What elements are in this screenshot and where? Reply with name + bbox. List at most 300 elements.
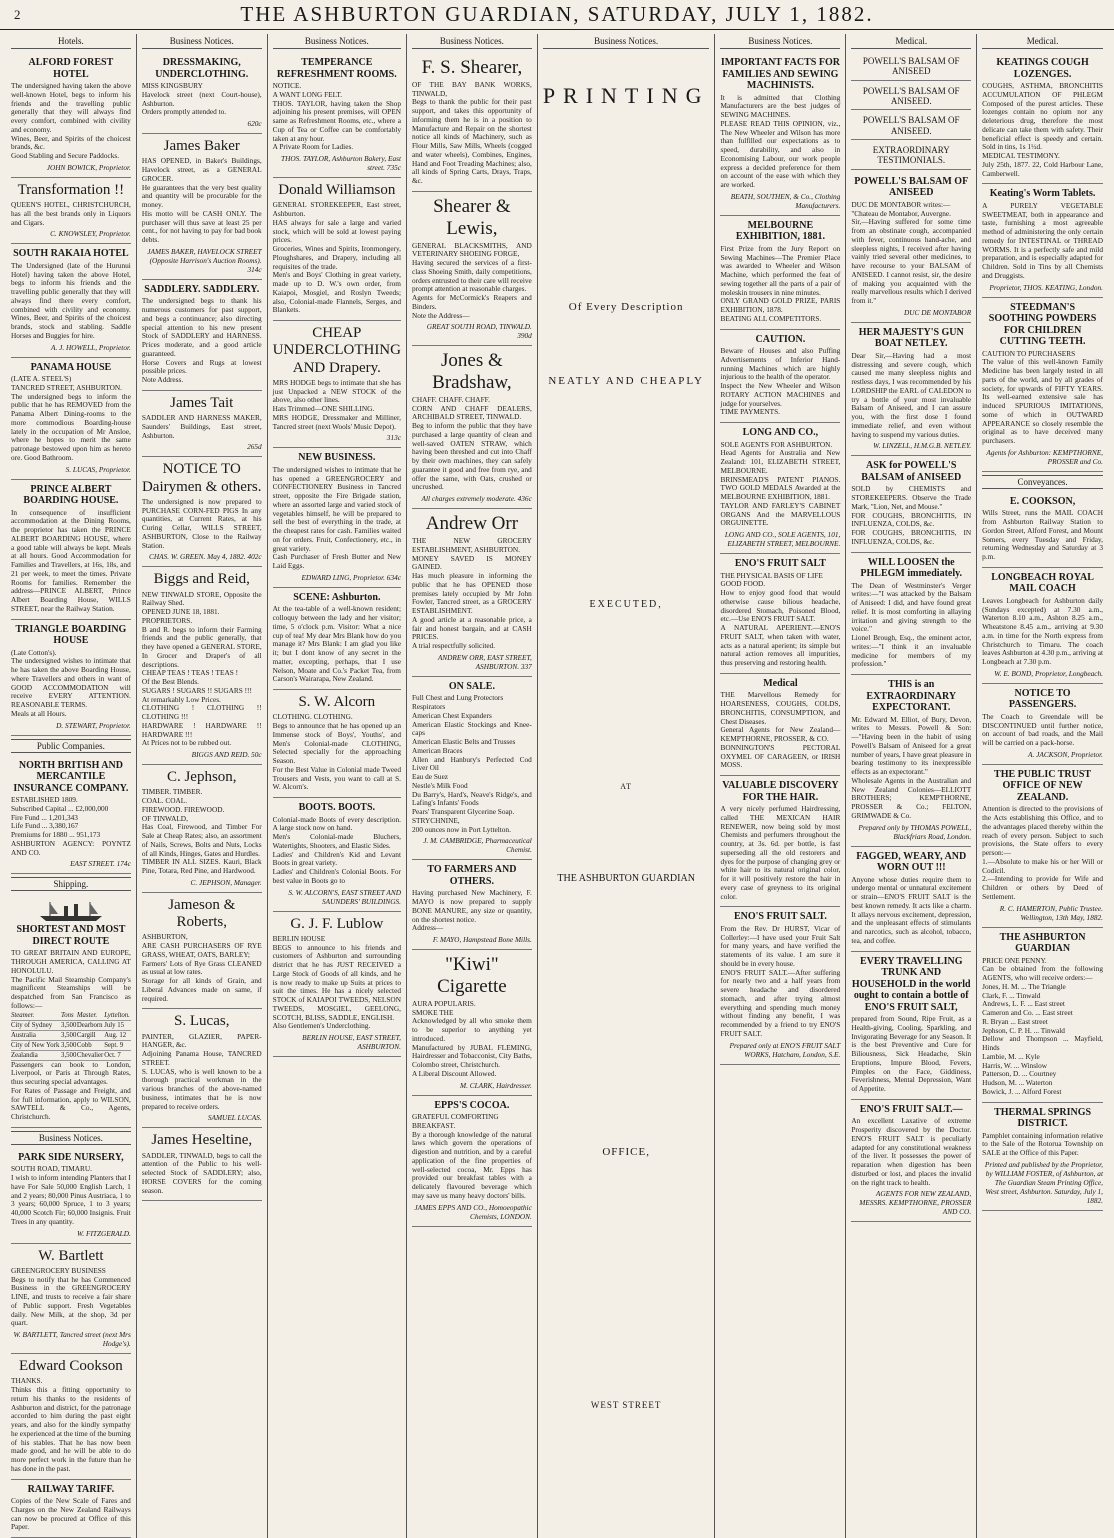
advertisement — [142, 280, 262, 391]
page-number-left: 2 — [14, 7, 54, 23]
table-row — [11, 1050, 131, 1060]
ad-title: PARK SIDE NURSERY, — [11, 1152, 131, 1164]
table-cell: 3,500 — [61, 1050, 77, 1060]
advertisement — [11, 244, 131, 357]
table-header: Tons — [61, 1011, 77, 1021]
ad-body: Copies of the New Scale of Fares and Charges on the New Zealand Railways can now be procured at Office of this Paper. — [11, 1497, 131, 1532]
advertisement — [720, 554, 840, 674]
table-cell: 3,500 — [61, 1040, 77, 1050]
ad-body: Passengers can book to London, Liverpool, or Paris at Through Rates, thus securing special advantages. For Rates of Passage and Freight, and for full information, apply to WILSON, SAWTELL & Co., Agents, Christchurch. — [11, 1061, 131, 1122]
table-cell: Oct. 7 — [104, 1050, 131, 1060]
section-heading: Shipping. — [11, 877, 131, 891]
advertisement — [412, 1096, 532, 1227]
advertisement — [142, 1009, 262, 1128]
ad-body: GREENGROCERY BUSINESS Begs to notify that he has Commenced Business in the GREENGROCERY LINE, and trusts to receive a fair share of Public support. Fresh Vegetables daily. New Milk, at the shop, 3d per quart. — [11, 1267, 131, 1328]
advertisement — [273, 798, 401, 912]
ad-body: Attention is directed to the provisions of the Acts establishing this Office, and to the advantages placed thereby within the reach of every person. Subject to such provisions, the State offers to every person:— 1.—Absolute to make his or her Will or Codicil. 2.—Intending to provide for Wife and Children or others by Deed of Settlement. — [982, 805, 1103, 901]
advertisement — [412, 677, 532, 861]
ad-signature: BEATH, SOUTHEN, & Co., Clothing Manufacturers. — [720, 192, 840, 210]
railway-ad — [11, 1480, 131, 1538]
ad-list — [720, 53, 840, 1538]
ad-signature: Prepared only at ENO'S FRUIT SALT WORKS, Hatcham, London, S.E. — [720, 1041, 840, 1059]
ad-body: OF THE BAY BANK WORKS, TINWALD, Begs to thank the public for their past support, and takes this opportunity of informing them he is in a position to Manufacture and Repair on the shortest notice all kinds of Machinery, such as Flour Mills, Saw Mills, Wheels (cogged and water wheels), Combines, Engines, Hand and Foot Treading Machines; also, all kinds of Spring Carts, Drays, Traps, &c. — [412, 81, 532, 186]
advertisement — [851, 847, 971, 952]
ad-body: From the Rev. Dr HURST, Vicar of Collerley:—I have used your Fruit Salt for many years, and have verified the statements of its value. I am sure it should be in every house. ENO'S FRUIT SALT.—After suffering for nearly two and a half years from severe headache and disordered stomach, and after trying almost everything and spending much money without finding any benefit, I was recommended by a friend to try ENO'S FRUIT SALT. — [720, 925, 840, 1039]
ad-signature: LONG AND CO., SOLE AGENTS, 101, ELIZABETH STREET, MELBOURNE. — [720, 530, 840, 548]
table-cell: Cobb — [77, 1040, 104, 1050]
ad-body: GRATEFUL COMFORTING BREAKFAST. By a thorough knowledge of the natural laws which govern the operations of digestion and nutrition, and by a careful application of the fine properties of well-selected cocoa, Mr. Epps has provided our breakfast tables with a delicately flavoured beverage which may save us many heavy doctors' bills. — [412, 1113, 532, 1201]
ad-signature: S. LUCAS, Proprietor. — [11, 465, 131, 474]
ad-body: THE PHYSICAL BASIS OF LIFE GOOD FOOD. How to enjoy good food that would otherwise cause bilious headache, disordered Stomach, Poisoned Blood, etc.—Use ENO'S FRUIT SALT. A NATURAL APERIENT.—ENO'S FRUIT SALT, when taken with water, acts as a natural aperient; its simple but natural action removes all impurities, thus preserving and restoring health. — [720, 572, 840, 668]
ad-title: ENO'S FRUIT SALT. — [720, 911, 840, 923]
advertisement — [142, 1128, 262, 1201]
table-cell: Dearborn — [77, 1020, 104, 1030]
ad-title: TEMPERANCE REFRESHMENT ROOMS. — [273, 57, 401, 80]
table-cell: 3,500 — [61, 1020, 77, 1030]
ad-title: Medical — [720, 678, 840, 690]
ad-signature: THOS. TAYLOR, Ashburton Bakery, East street. 735c — [273, 154, 401, 172]
ad-body: SOLD by CHEMISTS and STOREKEEPERS. Observe the Trade Mark, "Lion, Net, and Mouse." FOR COUGHS, BRONCHITIS, IN INFLUENZA, COLDS, &c. FOR COUGHS, BRONCHITIS, IN INFLUENZA, COLDS, &c. — [851, 485, 971, 546]
advertisement — [982, 765, 1103, 928]
balsam-banners — [851, 53, 971, 172]
ad-list — [982, 492, 1103, 1538]
ad-title: SOUTH RAKAIA HOTEL — [11, 248, 131, 260]
ad-title: CHEAP UNDERCLOTHING AND Drapery. — [273, 325, 401, 377]
ad-body: COUGHS, ASTHMA, BRONCHITIS ACCUMULATION OF PHLEGM Composed of the purest articles. These lozenges contain no opium nor any deleterious drug, therefore the most delicate can take them with safety. Their beneficial effect is speedy and certain. Sold in tins, 1s 1½d. MEDICAL TESTIMONY. July 25th, 1877. 22, Cold Harbour Lane, Camberwell. — [982, 82, 1103, 178]
ad-body: Colonial-made Boots of every description. A large stock now on hand. Men's Colonial-made Bluchers, Watertights, Shooters, and Elastic Sides. Ladies' and Children's Kid and Levant Boots in great variety. Ladies' and Children's Colonial Boots. For best value in Boots go to — [273, 816, 401, 886]
ad-title: SADDLERY. SADDLERY. — [142, 284, 262, 296]
ad-title: RAILWAY TARIFF. — [11, 1484, 131, 1496]
column-7 — [846, 34, 977, 1538]
ad-signature: AGENTS FOR NEW ZEALAND, MESSRS. KEMPTHORNE, PROSSER AND CO. — [851, 1189, 971, 1216]
ad-title: NOTICE TO Dairymen & others. — [142, 461, 262, 496]
ad-title: Jones & Bradshaw, — [412, 350, 532, 394]
ad-title: TO FARMERS AND OTHERS. — [412, 864, 532, 887]
ad-body: NOTICE. A WANT LONG FELT. THOS. TAYLOR, having taken the Shop adjoining his present premises, will OPEN same as Refreshment Rooms, etc., where a Cup of Tea or Coffee can be comfortably taken at any hour. A Private Room for Ladies. — [273, 82, 401, 152]
ad-body: Dear Sir,—Having had a most distressing and severe cough, which caused me many sleepless nights and restless days, I was recommended by his LORDSHIP the EARL of CALEDON to try a bottle of your most invaluable Balsam of Aniseed, and I can assure you, with the first dose I found immediate relief, and even without having to suspend my various duties. — [851, 352, 971, 440]
ad-body: The undersigned having taken the above well-known Hotel, begs to inform his friends and the travelling public generally that they will always find every comfort, combined with civility and economy. Wines, Beer, and Spirits of the choicest brands, &c. Good Stabling and Secure Paddocks. — [11, 82, 131, 161]
ad-signature: EAST STREET. 174c — [11, 859, 131, 868]
ad-signature: 265d — [142, 442, 262, 451]
ad-title: C. Jephson, — [142, 769, 262, 786]
advertisement — [273, 178, 401, 321]
table-row — [11, 1040, 131, 1050]
ad-signature: CHAS. W. GREEN. May 4, 1882. 402c — [142, 552, 262, 561]
advertisement — [851, 553, 971, 676]
printing-notice — [543, 53, 710, 1420]
ad-title: HER MAJESTY'S GUN BOAT NETLEY. — [851, 327, 971, 350]
column-4 — [407, 34, 538, 1538]
ad-body: Beware of Houses and also Puffing Advertisements of Inferior Hand-running Machines which are highly injurious to the health of the operator. Inspect the New Wheeler and Wilson ROTARY ACTION MACHINES and judge for yourselves. TIME PAYMENTS. — [720, 347, 840, 417]
newspaper-columns — [6, 34, 1108, 1390]
advertisement — [851, 456, 971, 552]
ad-body: The undersigned is now prepared to PURCHASE CORN-FED PIGS In any quantities, at Current Rates, at his Curing Cellar, WILLS STREET, ASHBURTON, Close to the Railway Station. — [142, 498, 262, 551]
ad-title: KEATINGS COUGH LOZENGES. — [982, 57, 1103, 80]
table-cell: 3,500 — [61, 1030, 77, 1040]
ad-body: ESTABLISHED 1809. Subscribed Capital ... £2,000,000 Fire Fund ... 1,201,343 Life Fund ... 3,380,167 Premiums for 1880 ... 951,173 ASHBURTON AGENCY: POYNTZ AND CO. — [11, 796, 131, 857]
column-heading: Business Notices. — [720, 34, 840, 49]
ad-body: TO GREAT BRITAIN AND EUROPE, THROUGH AMERICA, CALLING AT HONOLULU. The Pacific Mail Steamship Company's magnificent Steamships will be despatched from San Francisco as follows:— — [11, 949, 131, 1010]
ad-list — [982, 53, 1103, 472]
insurance-ad — [11, 756, 131, 875]
column-heading: Medical. — [982, 34, 1103, 49]
advertisement — [720, 776, 840, 907]
printing-subline: OFFICE, — [602, 1146, 650, 1158]
ad-signature: W. BARTLETT, Tancred street (next Mrs Hodge's). — [11, 1330, 131, 1348]
ad-body: TIMBER. TIMBER. COAL. COAL. FIREWOOD. FIREWOOD. OF TINWALD, Has Coal, Firewood, and Timber For Sale at Cheap Rates; also, an assortment of Nails, Screws, Bolts and Nuts, Locks of all Kinds, Hinges, Gates and Hurdles. TIMBER IN ALL SIZES. Kauri, Black Pine, Totara, Red Pine, and Hardwood. — [142, 788, 262, 876]
advertisement — [142, 391, 262, 458]
ad-signature: W. E. BOND, Proprietor, Longbeach. — [982, 669, 1103, 678]
advertisement — [142, 893, 262, 1010]
ad-title: James Baker — [142, 138, 262, 155]
advertisement — [142, 53, 262, 134]
ad-title: EPPS'S COCOA. — [412, 1100, 532, 1112]
column-heading: Medical. — [851, 34, 971, 49]
ad-title: SCENE: Ashburton. — [273, 592, 401, 604]
advertisement — [851, 675, 971, 847]
ad-body: PRICE ONE PENNY. Can be obtained from the following AGENTS, who will receive orders:— Jones, H. M. ... The Triangle Clark, F. ... Tinwald Andrews, L. F. ... East street Cameron and Co. ... East street R. Bryan ... East street Jephson, C. P. H. ... Tinwald Dellow and Thompson ... Mayfield, Hinds Lambie, M. ... Kyle Harris, W. ... Winslow Patterson, D. ... Courtney Hudson, M. ... Waterton Bowick, J. ... Alford Forest — [982, 957, 1103, 1097]
printing-subline: THE ASHBURTON GUARDIAN — [557, 873, 695, 884]
ad-title: CAUTION. — [720, 334, 840, 346]
table-cell: Sept. 9 — [104, 1040, 131, 1050]
ad-title: IMPORTANT FACTS FOR FAMILIES AND SEWING MACHINISTS. — [720, 57, 840, 92]
advertisement — [273, 53, 401, 178]
ad-signature: BERLIN HOUSE, EAST STREET, ASHBURTON. — [273, 1033, 401, 1051]
table-header: Master. — [77, 1011, 104, 1021]
advertisement — [11, 178, 131, 245]
ad-body: MRS HODGE begs to intimate that she has just Unpacked a NEW STOCK of the above, also other lines. Hats Trimmed—ONE SHILLING. MRS HODGE, Dressmaker and Milliner, Tancred street (next Wools' Music Depot). — [273, 379, 401, 432]
ad-title: ALFORD FOREST HOTEL — [11, 57, 131, 80]
ad-body: SADDLER, TINWALD, begs to call the attention of the Public to his well-selected Stock of SADDLERY; also, HORSE COVERS for the coming season. — [142, 1152, 262, 1196]
advertisement — [273, 448, 401, 588]
advertisement — [11, 358, 131, 480]
advertisement — [982, 684, 1103, 765]
ad-body: Having purchased New Machinery, F. MAYO is now prepared to supply BONE MANURE, any size or quantity, on the shortest notice. Address— — [412, 889, 532, 933]
ad-body: THE NEW GROCERY ESTABLISHMENT, ASHBURTON. MONEY SAVED IS MONEY GAINED. Has much pleasure in informing the public that he has OPENED those premises lately occupied by Mr John Fowler, Tancred street, as a GROCERY ESTABLISHMENT. A good article at a reasonable price, a fair and honest bargain, and at CASH PRICES. A trial respectfully solicited. — [412, 537, 532, 651]
balsam-banner: POWELL'S BALSAM OF ANISEED. — [851, 83, 971, 111]
column-heading: Hotels. — [11, 34, 131, 49]
column-3 — [268, 34, 407, 1538]
ad-title: Transformation !! — [11, 182, 131, 199]
advertisement — [11, 53, 131, 178]
balsam-banner: EXTRAORDINARY TESTIMONIALS. — [851, 142, 971, 170]
ad-signature: D. STEWART, Proprietor. — [11, 721, 131, 730]
advertisement — [412, 192, 532, 346]
ad-body: MISS KINGSBURY Havelock street (next Court-house), Ashburton. Orders promptly attended to. — [142, 82, 262, 117]
ad-title: ASK for POWELL'S BALSAM of ANISEED — [851, 460, 971, 483]
printing-subline: NEATLY AND CHEAPLY — [548, 375, 704, 387]
balsam-banner: POWELL'S BALSAM OF ANISEED. — [851, 112, 971, 140]
ad-title: E. COOKSON, — [982, 496, 1103, 508]
column-1 — [6, 34, 137, 1538]
advertisement — [982, 298, 1103, 472]
ad-title: LONGBEACH ROYAL MAIL COACH — [982, 572, 1103, 595]
ad-title: MELBOURNE EXHIBITION, 1881. — [720, 220, 840, 243]
advertisement — [851, 1100, 971, 1223]
ad-signature: C. JEPHSON, Manager. — [142, 878, 262, 887]
advertisement — [273, 588, 401, 690]
ad-title: THIS is an EXTRAORDINARY EXPECTORANT. — [851, 679, 971, 714]
advertisement — [142, 765, 262, 893]
printing-heading: PRINTING — [543, 83, 710, 109]
balsam-banner: POWELL'S BALSAM OF ANISEED — [851, 53, 971, 81]
ad-signature: BIGGS AND REID. 50c — [142, 750, 262, 759]
ad-signature: R. C. HAMERTON, Public Trustee. Wellington, 13th May, 1882. — [982, 904, 1103, 922]
column-6 — [715, 34, 846, 1538]
ad-title: F. S. Shearer, — [412, 57, 532, 79]
advertisement — [720, 907, 840, 1064]
ad-body: First Prize from the Jury Report on Sewing Machines—The Premier Place was awarded to Wheeler and Wilson Machine, which performed the feat of sewing together all the parts of a pair of moleskin trousers in nine minutes. ONLY GRAND GOLD PRIZE, PARIS EXHIBITION, 1878. BEATING ALL COMPETITORS. — [720, 245, 840, 324]
ad-title: NORTH BRITISH AND MERCANTILE INSURANCE COMPANY. — [11, 760, 131, 795]
table-cell: Zealandia — [11, 1050, 61, 1060]
ad-title: G. J. F. Lublow — [273, 916, 401, 933]
ad-signature: SAMUEL LUCAS. — [142, 1113, 262, 1122]
ad-signature: A. JACKSON, Proprietor. — [982, 750, 1103, 759]
table-row — [11, 1030, 131, 1040]
table-cell: City of Sydney — [11, 1020, 61, 1030]
table-header: Lyttelton. — [104, 1011, 131, 1021]
ad-title: POWELL'S BALSAM OF ANISEED — [851, 176, 971, 199]
ad-title: PRINCE ALBERT BOARDING HOUSE. — [11, 484, 131, 507]
table-cell: Cargill — [77, 1030, 104, 1040]
advertisement — [720, 674, 840, 776]
ad-title: S. Lucas, — [142, 1013, 262, 1030]
advertisement — [720, 53, 840, 216]
shipping-table — [11, 1011, 131, 1061]
advertisement — [11, 620, 131, 736]
ad-signature: JOHN BOWICK, Proprietor. — [11, 163, 131, 172]
ad-list — [412, 53, 532, 1538]
thanks-ad — [11, 1354, 131, 1480]
nursery-ad — [11, 1148, 131, 1244]
ad-title: VALUABLE DISCOVERY FOR THE HAIR. — [720, 780, 840, 803]
ad-signature: ANDREW ORR, EAST STREET, ASHBURTON. 337 — [412, 653, 532, 671]
ad-title: THE ASHBURTON GUARDIAN — [982, 932, 1103, 955]
ad-body: In consequence of insufficient accommodation at the Dining Rooms, the proprietor has taken the PRINCE ALBERT BOARDING HOUSE, where a good table will always be kept. Meals at all hours. Good Accommodation for Families and Travellers, at 16s, 18s, and 21 per week, to meet the times. Private Rooms for families. Remember the address—PRINCE ALBERT, Prince Albert Boarding House, WILLS STREET, near the Railway Station. — [11, 509, 131, 614]
column-5 — [538, 34, 716, 1538]
ad-signature: Printed and published by the Proprietor, by WILLIAM FOSTER, of Ashburton, at The Guardian Steam Printing Office, West street, Ashburton. Saturday, July 1, 1882. — [982, 1160, 1103, 1205]
ad-title: LONG AND CO., — [720, 427, 840, 439]
ad-body: A PURELY VEGETABLE SWEETMEAT, both in appearance and taste, furnishing a most agreeable method of administering the only certain remedy for INTESTINAL or THREAD WORMS. It is a perfectly safe and mild preparation, and is especially adapted for Children. Sold in Tins by all Chemists and Druggists. — [982, 202, 1103, 281]
table-cell: City of New York — [11, 1040, 61, 1050]
table-cell: Aug. 12 — [104, 1030, 131, 1040]
ad-signature: M. CLARK, Hairdresser. — [412, 1081, 532, 1090]
ad-body: SOLE AGENTS FOR ASHBURTON. Head Agents for Australia and New Zealand: 101, ELIZABETH STREET, MELBOURNE. BRINSMEAD'S PATENT PIANOS. TWO GOLD MEDALS Awarded at the MELBOURNE EXHIBITION, 1881. TAYLOR AND FARLEY'S CABINET ORGANS And the MARVELLOUS ORGUINETTE. — [720, 441, 840, 529]
ad-signature: Agents for Ashburton: KEMPTHORNE, PROSSER and Co. — [982, 448, 1103, 466]
ad-title: ENO'S FRUIT SALT — [720, 558, 840, 570]
ad-title: TRIANGLE BOARDING HOUSE — [11, 624, 131, 647]
ad-body: prepared from Sound, Ripe Fruit, as a Health-giving, Cooling, Sparkling, and Invigorating Beverage for any Season. It is the best Preventive and Cure for Biliousness, Sick Headache, Skin Eruptions, Impure Blood, Fevers, Pimples on the Face, Giddiness, Feverishness, Mental Depression, Want of Appetite. — [851, 1015, 971, 1094]
ad-title: ENO'S FRUIT SALT.— — [851, 1104, 971, 1116]
ad-body: Wills Street, runs the MAIL COACH from Ashburton Railway Station to Gordon Street, Alford Forest, and Mount Somers, every Tuesday and Friday, returning Wednesday and Saturday at 3 p.m. — [982, 509, 1103, 562]
advertisement — [273, 690, 401, 798]
ad-title: Donald Williamson — [273, 182, 401, 199]
table-cell: July 15 — [104, 1020, 131, 1030]
grocery-ad — [11, 1244, 131, 1355]
printing-subline: AT — [620, 782, 632, 791]
section-heading: Public Companies. — [11, 739, 131, 753]
advertisement — [851, 323, 971, 457]
ad-body: The undersigned begs to thank his numerous customers for past support, and begs a continuance; also directing special attention to his new present Stock of SADDLERY and HARNESS. Prices moderate, and a good article guaranteed. Horse Covers and Rugs at lowest possible prices. Note Address. — [142, 297, 262, 385]
advertisement — [273, 912, 401, 1058]
ad-signature: W. FITZGERALD. — [11, 1229, 131, 1238]
column-heading: Business Notices. — [412, 34, 532, 49]
ad-title: Jameson & Roberts, — [142, 897, 262, 932]
ad-body: (LATE A. STEEL'S) TANCRED STREET, ASHBURTON. The undersigned begs to inform the public that he has REMOVED from the Panama Albert Dining-rooms to the more commodious Boarding-house lately in the occupation of Mr Ansloe, where he hopes to merit the same patronage bestowed upon him as hereto ore. Good Bathroom. — [11, 375, 131, 463]
ad-signature: 620c — [142, 119, 262, 128]
ad-title: THE PUBLIC TRUST OFFICE OF NEW ZEALAND. — [982, 769, 1103, 804]
advertisement — [412, 509, 532, 677]
ad-title: EVERY TRAVELLING TRUNK AND HOUSEHOLD in the world ought to contain a bottle of ENO'S FRUIT SALT, — [851, 956, 971, 1014]
ad-body: The Coach to Greendale will be DISCONTINUED until further notice, on account of bad roads, and the Mail will be carried on a pack-horse. — [982, 713, 1103, 748]
advertisement — [851, 172, 971, 323]
ad-list — [11, 53, 131, 736]
ad-body: THANKS. Thinks this a fitting opportunity to return his thanks to the residents of Ashburton and district, for the patronage accorded to him during the past eight years, and also for the kindly sympathy he experienced at the time of the burning of his stables. That he has now been made good, and he will be able to do more perfect work in the future than he has done in the past. — [11, 1377, 131, 1473]
ad-title: DRESSMAKING, UNDERCLOTHING. — [142, 57, 262, 80]
ad-signature: GREAT SOUTH ROAD, TINWALD. 390d — [412, 322, 532, 340]
ad-body: Pamphlet containing information relative to the Sale of the Rotorua Township on SALE at the Office of this Paper. — [982, 1132, 1103, 1158]
ad-body: BERLIN HOUSE BEGS to announce to his friends and customers of Ashburton and surrounding district that he has JUST RECEIVED a Large Stock of Goods of all kinds, and he is now ready to make up Suits at prices to suit the times. He has a nicely selected STOCK of KAIAPOI TWEEDS, NELSON TWEEDS, MOSGIEL, GEELONG, SCOTCH, BLISS, SADDLE, ENGLISH. Also Gentlemen's Underclothing. — [273, 935, 401, 1031]
ad-title: Shearer & Lewis, — [412, 196, 532, 240]
advertisement — [982, 568, 1103, 684]
ad-body: An excellent Laxative of extreme Prosperity discovered by the Doctor. ENO'S FRUIT SALT is peculiarly adapted for any constitutional weakness of the liver. It possesses the power of reparation when digestion has been disturbed or lost, and places the invalid on the right track to health. — [851, 1117, 971, 1187]
column-8 — [977, 34, 1108, 1538]
column-heading: Business Notices. — [142, 34, 262, 49]
advertisement — [982, 184, 1103, 297]
ad-title: BOOTS. BOOTS. — [273, 802, 401, 814]
table-cell: Australia — [11, 1030, 61, 1040]
printing-subline: WEST STREET — [591, 1400, 662, 1410]
ad-title: WILL LOOSEN the PHLEGM immediately. — [851, 557, 971, 580]
ad-body: QUEEN'S HOTEL, CHRISTCHURCH, has all the best brands only in Liquors and Cigars. — [11, 201, 131, 227]
ad-body: AURA POPULARIS. SMOKE THE Acknowledged by all who smoke them to be superior to anything yet introduced. Manufactured by JUBAL FLEMING, Hairdresser and Tobacconist, City Baths, Colombo street, Christchurch. A Liberal Discount Allowed. — [412, 1000, 532, 1079]
ad-signature: Prepared only by THOMAS POWELL, Blackfriars Road, London. — [851, 823, 971, 841]
ad-title: FAGGED, WEARY, AND WORN OUT !!! — [851, 851, 971, 874]
ad-title: NEW BUSINESS. — [273, 452, 401, 464]
ad-signature: S. W. ALCORN'S, EAST STREET AND SAUNDERS' BUILDINGS. — [273, 888, 401, 906]
ad-signature: 313c — [273, 433, 401, 442]
printing-subline: Of Every Description — [569, 301, 684, 313]
ad-title: S. W. Alcorn — [273, 694, 401, 711]
ad-body: Mr. Edward M. Elliot, of Bury, Devon, writes to Messrs. Powell & Son:—"Having been in the habit of using Powell's Balsam of Aniseed for a great number of years, I have great pleasure in bearing testimony to its inexpressible effects as an expectorant." Wholesale Agents in the Australian and New Zealand Colonies—ELLIOTT BROTHERS; KEMPTHORNE, PROSSER & Co.; FELTON, GRIMWADE & Co. — [851, 716, 971, 821]
ad-title: STEEDMAN'S SOOTHING POWDERS FOR CHILDREN CUTTING TEETH. — [982, 302, 1103, 348]
ad-title: James Tait — [142, 395, 262, 412]
ad-signature: J. M. CAMBRIDGE, Pharmaceutical Chemist. — [412, 836, 532, 854]
advertisement — [982, 928, 1103, 1103]
ad-signature: Proprietor, THOS. KEATING, London. — [982, 283, 1103, 292]
ad-body: CAUTION TO PURCHASERS The value of this well-known Family Medicine has been largely tested in all parts of the world, and by all grades of society, for upwards of FIFTY YEARS. Its well-earned extensive sale has induced SPURIOUS IMITATIONS, some of which in OUTWARD APPEARANCE so closely resemble the original as to have deceived many purchasers. — [982, 350, 1103, 446]
advertisement — [851, 952, 971, 1100]
advertisement — [273, 321, 401, 448]
ad-title: PANAMA HOUSE — [11, 362, 131, 374]
advertisement — [720, 216, 840, 330]
ad-signature: EDWARD LING, Proprietor. 634c — [273, 573, 401, 582]
ad-title: Keating's Worm Tablets. — [982, 188, 1103, 200]
ad-body: CHAFF. CHAFF. CHAFF. CORN AND CHAFF DEALERS, ARCHIBALD STREET, TINWALD. Beg to inform the public that they have purchased a large quantity of clean and well-saved OATEN STRAW, which having been threshed and cut into Chaff by their own machines, they can safely guarantee it good and free from rye, and offer the same, with Oats, crushed or uncrushed. — [412, 396, 532, 492]
ad-title: Andrew Orr — [412, 513, 532, 535]
section-heading: Conveyances. — [982, 475, 1103, 489]
ad-title: "Kiwi" Cigarette — [412, 954, 532, 998]
advertisement — [720, 330, 840, 424]
advertisement — [982, 53, 1103, 184]
ad-body: At the tea-table of a well-known resident; colloquy between the lady and her visitor; time, 5 o'clock p.m. Visitor: What a nice cup of tea! My dear Mrs Blank how do you manage it? Mrs Blank: I am glad you like it; but I dont know of any secret in the matter, excepting, perhaps, that I use Nelson, Moate and Co.'s Packet Tea, from Carson's Wairarapa, New Zealand. — [273, 605, 401, 684]
newspaper-title: THE ASHBURTON GUARDIAN, SATURDAY, JULY 1, 1882. — [240, 2, 873, 27]
ad-body: THE Marvellous Remedy for HOARSENESS, COUGHS, COLDS, BRONCHITIS, CONSUMPTION, and Chest Diseases. General Agents for New Zealand— KEMPTHORNE, PROSSER, & CO. BONNINGTON'S PECTORAL OXYMEL OF CARAGEEN, or IRISH MOSS. — [720, 691, 840, 770]
ad-signature: A. J. HOWELL, Proprietor. — [11, 343, 131, 352]
ad-body: The Undersigned (late of the Hurunui Hotel) having taken the above Hotel, begs to inform his friends and the travelling public generally that they will always find there every comfort, combined with civility and economy. Wines, Beer, and Spirits of the choicest brands, stock and stabling. Saddle Horses and Buggies for hire. — [11, 262, 131, 341]
ad-title: ON SALE. — [412, 681, 532, 693]
ad-body: Anyone whose duties require them to undergo mental or unnatural excitement or strain—ENO'S FRUIT SALT is the best known remedy. It acts like a charm. It allays nervous excitement, depression, and the unpleasant effects of stimulants and narcotics, such as alcohol, tobacco, tea, and coffee. — [851, 876, 971, 946]
ad-list — [142, 53, 262, 1538]
ad-body: Full Chest and Lung Protectors Respirators American Chest Expanders American Elastic Stockings and Knee-caps American Elastic Belts and Trusses American Braces Allen and Hanbury's Perfected Cod Liver Oil Eau de Suez Nestle's Milk Food Du Barry's, Hard's, Neave's Ridge's, and Lafing's Infants' Foods Pears' Transparent Glycerine Soap. STRYCHNINE, 200 ounces now in Port Lyttelton. — [412, 694, 532, 834]
ad-body: SOUTH ROAD, TIMARU. I wish to inform intending Planters that I have For Sale 50,000 English Larch, 1 and 2 years; 80,000 Pinus Austriaca, 1 to 3 years; 60,000 Spruce, 1 to 3 years; 40,000 Scotch Fir; 60,000 Insignis. Fruit Trees in any quantity. — [11, 1165, 131, 1226]
ad-body: ASHBURTON, ARE CASH PURCHASERS OF RYE GRASS, WHEAT, OATS, BARLEY; Farmers' Lots of Rye Grass CLEANED as usual at low rates. Storage for all kinds of Grain, and Liberal Advances made on same, if required. — [142, 933, 262, 1003]
table-cell: Chevalier — [77, 1050, 104, 1060]
advertisement — [142, 134, 262, 280]
ad-list — [273, 53, 401, 1538]
column-heading: Business Notices. — [273, 34, 401, 49]
advertisement — [720, 423, 840, 554]
ad-body: HAS OPENED, in Baker's Buildings, Havelock street, as a GENERAL GROCER. He guarantees that the very best quality and quantity will be procurable for the money. His motto will be CASH ONLY. The purchaser will thus save at least 25 per cent., for not having to pay for bad book debts. — [142, 157, 262, 245]
ad-signature: C. KNOWSLEY, Proprietor. — [11, 229, 131, 238]
ad-body: SADDLER AND HARNESS MAKER, Saunders' Buildings, East street, Ashburton. — [142, 414, 262, 440]
shipping-ad — [11, 894, 131, 1128]
section-heading: Business Notices. — [11, 1131, 131, 1145]
ad-title: SHORTEST AND MOST DIRECT ROUTE — [11, 924, 131, 947]
ad-list — [851, 172, 971, 1538]
advertisement — [412, 346, 532, 509]
ad-body: The undersigned wishes to intimate that he has opened a GREENGROCERY and CONFECTIONERY Business in Tancred street, opposite the Fire Brigade station, where an assorted large and varied stock of vegetables himself, he will be prepared to sell the best of everything in the trade, at the cheapest rates for cash. Families waited on for orders. Fruit, Confectionery, etc., in great variety. Cash Purchaser of Fresh Butter and New Laid Eggs. — [273, 466, 401, 571]
steamship-icon — [36, 900, 106, 922]
ad-signature: All charges extremely moderate. 436c — [412, 494, 532, 503]
table-row — [11, 1020, 131, 1030]
ad-body: It is admitted that Clothing Manufacturers are the best judges of SEWING MACHINES. PLEASE READ THIS OPINION, viz., The New Wheeler and Wilson has more than fulfilled our expectations as to speed, durability, and also in Economising Labour, our work people express a decided preference for them on account of the ease with which they are worked. — [720, 94, 840, 190]
advertisement — [11, 480, 131, 620]
ad-body: A very nicely perfumed Hairdressing, called THE MEXICAN HAIR RENEWER, now being sold by most Chemists and perfumers throughout the country, at 3s. 6d. per bottle, is fast superseding all the old restorers and dyes for the purpose of changing grey or white hair to its natural original color, for it will positively restore the hair in every case of greyness to its original color. — [720, 805, 840, 901]
ad-body: (Late Cotton's). The undersigned wishes to intimate that he has taken the above Boarding House, where Travellers and others in want of GOOD ACCOMMODATION will receive EVERY ATTENTION. REASONABLE TERMS. Meals at all Hours. — [11, 649, 131, 719]
ad-body: GENERAL BLACKSMITHS, AND VETERINARY SHOEING FORGE, Having secured the services of a first-class Shoeing Smith, daily competitions, orders entrusted to their care will receive prompt attention at reasonable charges. Agents for McCormick's Reapers and Binders. Note the Address— — [412, 242, 532, 321]
advertisement — [412, 860, 532, 950]
ad-signature: JAMES BAKER, HAVELOCK STREET (Opposite Harrison's Auction Rooms). 314c — [142, 247, 262, 274]
ad-title: NOTICE TO PASSENGERS. — [982, 688, 1103, 711]
advertisement — [142, 567, 262, 765]
ad-title: Biggs and Reid, — [142, 571, 262, 588]
advertisement — [412, 950, 532, 1095]
ad-signature: F. MAYO, Hampstead Bone Mills. — [412, 935, 532, 944]
column-heading: Business Notices. — [543, 34, 710, 49]
ad-title: Edward Cookson — [11, 1358, 131, 1375]
masthead — [0, 0, 1114, 30]
advertisement — [142, 457, 262, 567]
advertisement — [982, 1103, 1103, 1211]
ad-body: NEW TINWALD STORE, Opposite the Railway Shed. OPENED JUNE 18, 1881. PROPRIETORS. B and R. begs to inform their Farming friends and the public generally, that they have opened a GENERAL STORE, In Grocer and Draper's of all descriptions. CHEAP TEAS ! TEAS ! TEAS ! Of the Best Blends. SUGARS ! SUGARS !! SUGARS !!! At remarkably Low Prices. CLOTHING ! CLOTHING !! CLOTHING !!! HARDWARE ! HARDWARE !! HARDWARE !!! At Prices not to be rubbed out. — [142, 591, 262, 749]
printing-subline: EXECUTED, — [590, 599, 663, 610]
ad-body: Leaves Longbeach for Ashburton daily (Sundays excepted) at 7.30 a.m., Waterton 8.10 a.m., Ashton 8.25 a.m., Wheatstone 8.45 a.m., arriving at 9.30 a.m. in time for the North express from Christchurch to Timaru. The coach leaves Ashburton at 4.30 p.m., arriving at Longbeach at 7.30 p.m. — [982, 597, 1103, 667]
ad-signature: W. LINZELL, H.M.G.B. NETLEY. — [851, 441, 971, 450]
advertisement — [412, 53, 532, 192]
ad-body: The Dean of Westminster's Verger writes:—"I was attacked by the Balsam of Aniseed: I did, and have found great relief. It is most comforting in allaying irritation and giving strength to the voice." Lionel Brough, Esq., the eminent actor, writes:—"I think it an invaluable medicine for members of my profession." — [851, 582, 971, 670]
table-header: Steamer. — [11, 1011, 61, 1021]
ad-body: PAINTER, GLAZIER, PAPER-HANGER, &c. Adjoining Panama House, TANCRED STREET. S. LUCAS, who is well known to be a thorough practical workman in the various branches of the above-named business, intimates that he is now prepared to receive orders. — [142, 1033, 262, 1112]
ad-body: DUC DE MONTABOR writes:— "Chateau de Montabor, Auvergne. Sir,—Having suffered for some time from an obstinate cough, accompanied with fever, continuous hand-ache, and sleepless nights, I received after having vainly tried several other medicines, to have recourse to your BALSAM of ANISEED. I cannot resist, sir, the desire of making you acquainted with the really marvellous results which I derived from it." — [851, 201, 971, 306]
advertisement — [982, 492, 1103, 568]
ad-title: W. Bartlett — [11, 1248, 131, 1265]
ad-body: GENERAL STOREKEEPER, East street, Ashburton. HAS always for sale a large and varied stock, which will be sold at lowest paying prices. Groceries, Wines and Spirits, Ironmongery, Ploughshares, and Drapery, including all requisites of the trade. Men's and Boys' Clothing in great variety, made up to D. W.'s own order, from Kaiapoi, Mosgiel, and Roslyn Tweeds; also, Colonial-made Flannels, Serges, and Blankets. — [273, 201, 401, 315]
ad-title: THERMAL SPRINGS DISTRICT. — [982, 1107, 1103, 1130]
ad-body: CLOTHING. CLOTHING. Begs to announce that he has opened up an Immense stock of Boys', Youths', and Men's Colonial-made CLOTHING, Selected specially for the approaching Season. For the Best Value in Colonial made Tweed Trousers and Vests, you want to call at S. W. Alcorn's. — [273, 713, 401, 792]
ad-signature: DUC DE MONTABOR — [851, 308, 971, 317]
ad-title: James Heseltine, — [142, 1132, 262, 1149]
